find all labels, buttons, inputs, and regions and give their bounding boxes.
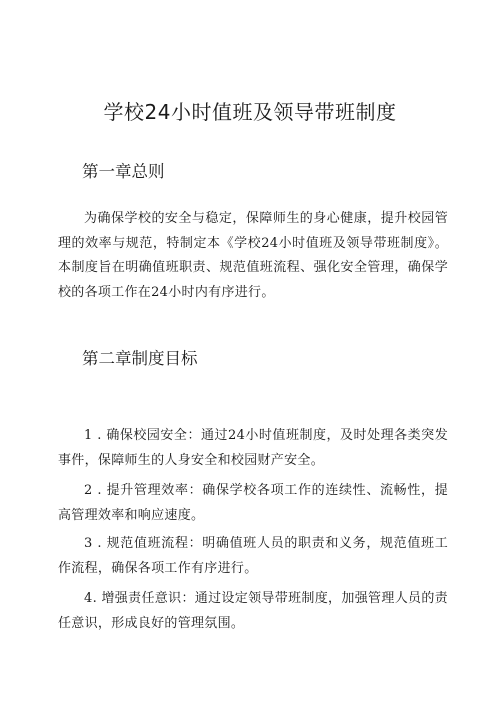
chapter-2-heading: 第二章制度目标 — [82, 349, 198, 368]
goal-item-3: 3 . 规范值班流程：明确值班人员的职责和义务，规范值班工作流程，确保各项工作有序进行。 — [58, 536, 448, 576]
goal-item-2: 2 . 提升管理效率：确保学校各项工作的连续性、流畅性，提高管理效率和响应速度。 — [58, 483, 448, 523]
goal-item-4: 4. 增强责任意识：通过设定领导带班制度，加强管理人员的责任意识，形成良好的管理氛围。 — [58, 591, 448, 631]
document-title: 学校24小时值班及领导带班制度 — [103, 100, 397, 124]
chapter-1-heading: 第一章总则 — [82, 162, 165, 181]
goal-item-1: 1 . 确保校园安全：通过24小时值班制度，及时处理各类突发事件，保障师生的人身安全和校园财产安全。 — [58, 428, 448, 468]
chapter-1-paragraph: 为确保学校的安全与稳定，保障师生的身心健康，提升校园管理的效率与规范，特制定本《学校24小时值班及领导带班制度》。本制度旨在明确值班职责、规范值班流程、强化安全管理，确保学校的各项工作在24小时内有序进行。 — [58, 211, 448, 300]
